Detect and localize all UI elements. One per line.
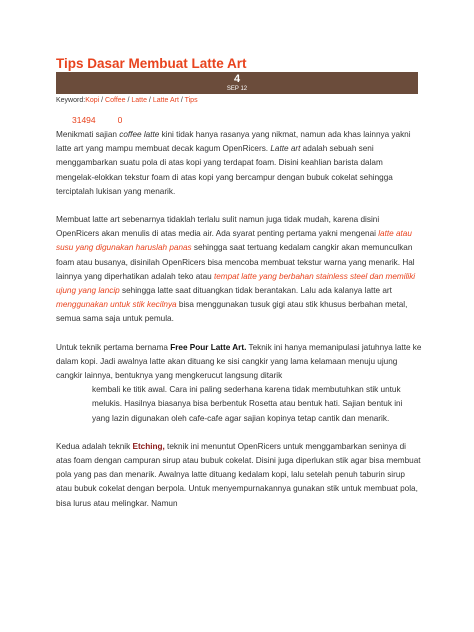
text-run: Untuk teknik pertama bernama [56, 342, 171, 352]
keyword-separator: / [99, 97, 106, 104]
keyword-label: Keyword: [56, 97, 86, 104]
keyword-link-latte-art[interactable]: Latte Art [152, 97, 179, 104]
text-run: bisa menggunakan tusuk gigi atau stik khusus berbahan metal, semua sama saja untuk pemula. [56, 300, 408, 324]
keyword-link-coffee[interactable]: Coffee [105, 97, 126, 104]
text-run: sehingga saat tertuang kedalam cangkir akan memunculkan foam atau busanya, disinilah OpenRicers bisa mencoba membuat tekstur warna yang menarik. Hal lainnya yang diperhatikan adalah teko atau [56, 243, 415, 281]
date-day: 4 [233, 73, 241, 85]
date-month: SEP 12 [226, 86, 248, 92]
date-bar [56, 72, 418, 94]
text-run: Menikmati sajian [56, 130, 120, 139]
text-run: Membuat latte art sebenarnya tidaklah terlalu sulit namun juga tidak mudah, karena disini OpenRicers akan menulis di atas media air. Ada syarat penting pertama yakni mengenai [56, 215, 380, 239]
keyword-separator: / [125, 97, 132, 104]
article-stats [72, 115, 122, 125]
paragraph-3 [56, 341, 422, 426]
highlight-phrase: latte atau susu yang digunakan haruslah panas [56, 229, 412, 253]
keyword-link-tips[interactable]: Tips [184, 97, 198, 104]
italic-term: coffee latte [119, 130, 160, 139]
text-run: kini tidak hanya rasanya yang nikmat, namun ada khas lainnya yakni latte art yang mampu membuat decak kagum OpenRicers. [56, 130, 411, 154]
paragraph-2 [56, 213, 422, 327]
article-body [56, 128, 422, 525]
text-run: teknik ini menuntut OpenRicers untuk menggambarkan seninya di atas foam dengan campuran sirup atau bubuk cokelat. Disini juga diperlukan stik agar bisa membuat pola yang pas dan menarik. Awalnya latte dituang kedalam kopi, lalu setelah penuh taburin sirup atau bubuk cokelat dengan berpola. Untuk menyempurnakannya gunakan stik untuk membuat pola, bisa lurus atau melingkar. Namun [56, 441, 421, 508]
keyword-separator: / [178, 97, 185, 104]
text-run: Teknik ini hanya memanipulasi jatuhnya latte ke dalam kopi. Jadi awalnya latte akan dituang ke sisi cangkir yang lama kelamaan menuju ujung cangkir lainnya, bentuknya yang mengkerucut langsung ditarik [56, 342, 422, 381]
keyword-separator: / [146, 97, 153, 104]
text-run: Kedua adalah teknik [56, 441, 133, 451]
bold-term: Free Pour Latte Art. [170, 342, 247, 352]
text-run: sehingga latte saat dituangkan tidak berantakan. Lalu ada kalanya latte art [119, 286, 392, 296]
article-title: Tips Dasar Membuat Latte Art [56, 56, 247, 71]
view-count: 31494 [72, 115, 96, 125]
highlight-phrase: menggunakan untuk stik kecilnya [56, 300, 177, 310]
bold-term: Etching, [132, 441, 165, 451]
text-run: adalah sebuah seni menggambarkan suatu pola di atas kopi yang terdapat foam. Disini keahlian barista dalam mengelak-elokkan tekstur foam di atas kopi yang bercampur dengan bubuk cokelat sehingga terciptalah lukisan yang menarik. [56, 144, 393, 196]
keywords-line [56, 97, 198, 104]
keyword-link-latte[interactable]: Latte [131, 97, 147, 104]
paragraph-4 [56, 440, 422, 511]
italic-term: Latte art [270, 144, 301, 154]
comment-count: 0 [117, 115, 123, 125]
highlight-phrase: tempat latte yang berbahan stainless steel dan memiliki ujung yang lancip [56, 271, 416, 296]
indented-text: kembali ke titik awal. Cara ini paling sederhana karena tidak membutuhkan stik untuk melukis. Hasilnya biasanya bisa berbentuk Rosetta atau bentuk hati. Sajian bentuk ini yang lazin digunakan oleh cafe-cafe agar sajian kopinya tetap cantik dan menarik. [92, 385, 403, 423]
keyword-link-kopi[interactable]: Kopi [85, 97, 100, 104]
paragraph-1 [56, 128, 422, 199]
